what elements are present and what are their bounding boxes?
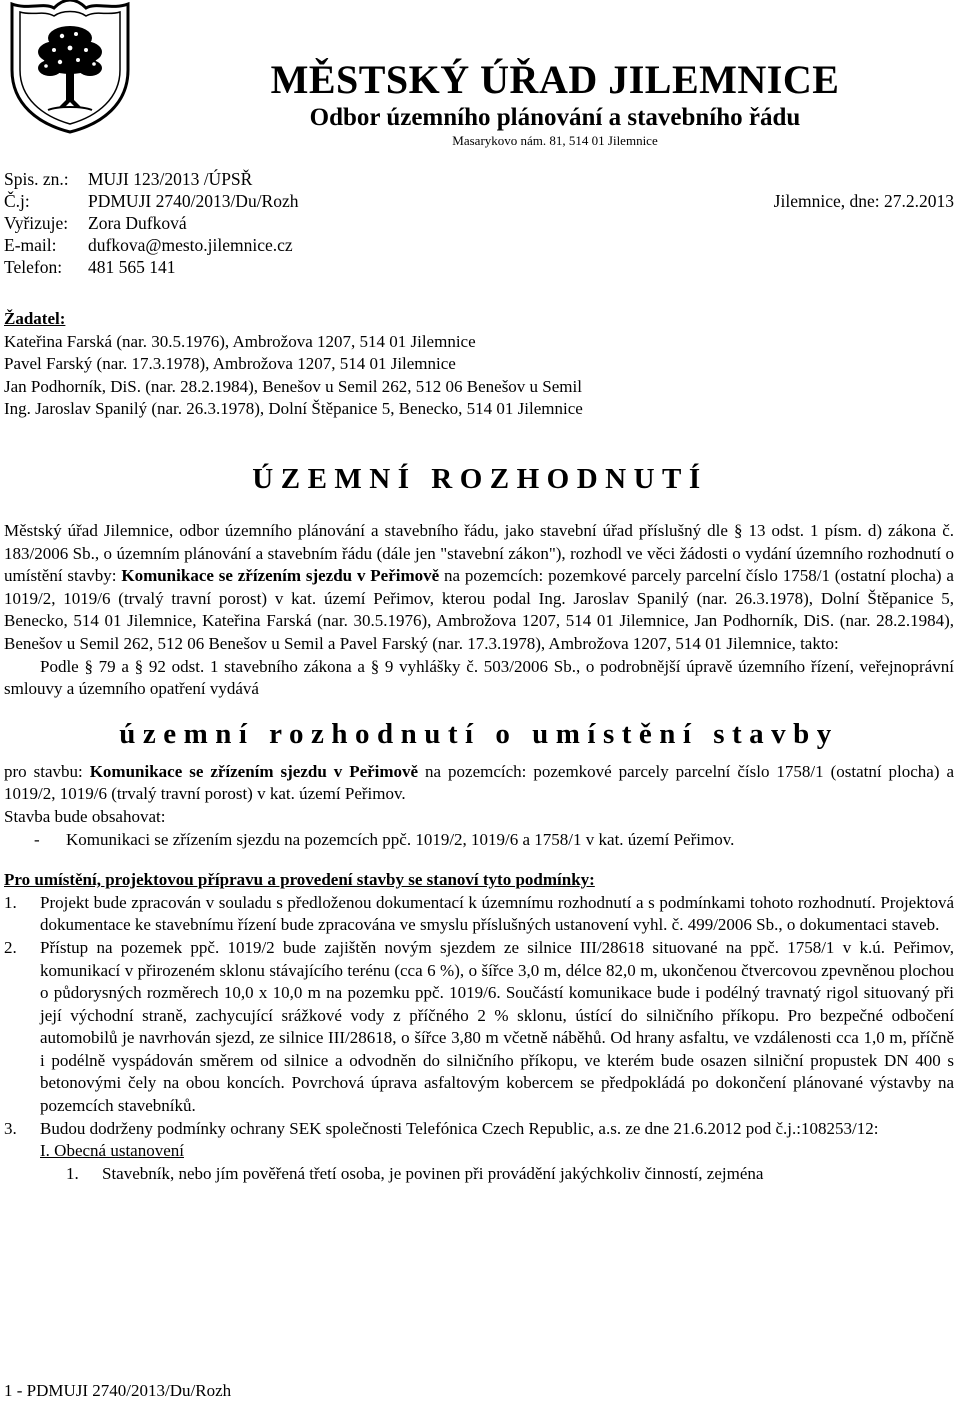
handled-by-value: Zora Dufková	[88, 213, 187, 233]
office-department: Odbor územního plánování a stavebního řádu	[309, 104, 801, 131]
reference-number-label: Č.j:	[4, 191, 30, 211]
email-label: E-mail:	[4, 235, 57, 255]
reference-block	[4, 168, 956, 278]
general-provision-number: 1.	[66, 1163, 79, 1183]
handled-by-label: Vyřizuje:	[4, 213, 69, 233]
applicant-item: Kateřina Farská (nar. 30.5.1976), Ambrožova 1207, 514 01 Jilemnice	[4, 331, 476, 351]
reference-number-value: PDMUJI 2740/2013/Du/Rozh	[88, 191, 299, 211]
coat-of-arms-emblem	[8, 0, 132, 134]
email-value: dufkova@mesto.jilemnice.cz	[88, 235, 293, 255]
construction-text-end: na pozemcích: pozemkové parcely parcelní číslo 1758/1 (ostatní plocha) a 1019/2, 1019/6 (trvalý travní porost) v kat. území Peřimov.	[4, 761, 954, 804]
contents-label: Stavba bude obsahovat:	[4, 806, 166, 826]
applicant-item: Pavel Farský (nar. 17.3.1978), Ambrožova 1207, 514 01 Jilemnice	[4, 354, 456, 374]
condition-text: Přístup na pozemek ppč. 1019/2 bude zajištěn novým sjezdem ze silnice III/28618 situované na ppč. 1758/1 v k.ú. Peřimov, komunikací v přirozeném sklonu stávajícího terénu (cca 6 %), o šířce 3,0 m, délce 82,0 m, ukončenou čtvercovou zpevněnou plochou o půdorysných rozměrech 10,0 x 10,0 m na pozemku ppč. 1019/6. Součástí komunikace bude i podélný travnatý rigol situovaný při její východní straně, zachycující srážkové vody z příčného 2 % sklonu, ústící do silničního příkopu. Pro bezpečné odbočení automobilů je navrhován sjezd, ze silnice III/28618, o šířce 3,80 m včetně náběhů. Od hrany asfaltu, ve vzdálenosti cca 1,0 m, příčně i podélně vyspádován směrem od silnice a odvodněn do silničního příkopu, ve kterém bude osazen silniční propustek DN 400 s betonovými čely na obou koncích. Povrchová úprava asfaltovým kobercem se předpokládá po dokončení plánované výstavby na pozemcích stavebníků.	[40, 937, 954, 1116]
decision-subtitle: územní rozhodnutí o umístění stavby	[119, 717, 839, 750]
decision-title: ÚZEMNÍ ROZHODNUTÍ	[252, 463, 708, 495]
contents-dash: -	[34, 829, 40, 849]
applicant-item: Jan Podhorník, DiS. (nar. 28.2.1984), Benešov u Semil 262, 512 06 Benešov u Semil	[4, 376, 582, 396]
construction-project-name: Komunikace se zřízením sjezdu v Peřimově	[89, 761, 419, 781]
phone-value: 481 565 141	[88, 257, 176, 277]
legal-basis-paragraph: Podle § 79 a § 92 odst. 1 stavebního zákona a § 9 vyhlášky č. 503/2006 Sb., o podrobnější úpravě územního řízení, veřejnoprávní smlouvy a územního opatření vydává	[4, 656, 954, 699]
phone-label: Telefon:	[4, 257, 63, 277]
general-provisions-heading: I. Obecná ustanovení	[40, 1141, 184, 1161]
construction-text-start: pro stavbu:	[4, 761, 90, 781]
condition-text: Projekt bude zpracován v souladu s předloženou dokumentací k územnímu rozhodnutí a s podmínkami tohoto rozhodnutí. Projektová dokumentace ke stavebnímu řízení bude zpracována ve smyslu příslušných ustanovení vyhl. č. 499/2006 Sb., o dokumentaci staveb.	[40, 892, 954, 935]
condition-item	[4, 1118, 954, 1141]
intro-text-end: na pozemcích: pozemkové parcely parcelní číslo 1758/1 (ostatní plocha) a 1019/2, 1019/6 (trvalý travní porost) v kat. území Peřimov, kterou podal Ing. Jaroslav Spanilý (nar. 26.3.1978), Dolní Štěpanice 5, Benecko, 514 01 Jilemnice, Kateřina Farská (nar. 30.5.1976), Ambrožova 1207, 514 01 Jilemnice, Jan Podhorník, DiS. (nar. 28.2.1984), Benešov u Semil 262, 512 06 Benešov u Semil a Pavel Farský (nar. 17.3.1978), Ambrožova 1207, 514 01 Jilemnice, takto:	[4, 566, 954, 653]
intro-paragraph	[4, 520, 954, 656]
condition-text: Budou dodrženy podmínky ochrany SEK společnosti Telefónica Czech Republic, a.s. ze dne 21.6.2012 pod č.j.:108253/12:	[40, 1118, 879, 1138]
file-number-label: Spis. zn.:	[4, 169, 69, 189]
intro-text-start: Městský úřad Jilemnice, odbor územního plánování a stavebního řádu, jako stavební úřad příslušný dle § 13 odst. 1 písm. d) zákona č. 183/2006 Sb., o územním plánování a stavebním řádu (dále jen "stavební zákon"), rozhodl ve věci žádosti o vydání územního rozhodnutí o umístění stavby:	[4, 521, 954, 586]
document-date: Jilemnice, dne: 27.2.2013	[773, 191, 954, 211]
office-address: Masarykovo nám. 81, 514 01 Jilemnice	[452, 133, 658, 148]
construction-paragraph	[4, 761, 954, 806]
phone-row	[4, 256, 956, 278]
contents-item-text: Komunikaci se zřízením sjezdu na pozemcích ppč. 1019/2, 1019/6 a 1758/1 v kat. území Peřimov.	[66, 829, 735, 849]
file-number-value: MUJI 123/2013 /ÚPSŘ	[88, 169, 253, 189]
general-provision-text: Stavebník, nebo jím pověřená třetí osoba, je povinen při provádění jakýchkoliv činností, zejména	[102, 1163, 764, 1183]
handled-by-row	[4, 212, 956, 234]
decision-body	[4, 520, 954, 1185]
applicant-item: Ing. Jaroslav Spanilý (nar. 26.3.1978), Dolní Štěpanice 5, Benecko, 514 01 Jilemnice	[4, 399, 583, 419]
condition-item	[4, 892, 954, 937]
applicants-block	[4, 308, 956, 421]
condition-number: 1.	[4, 892, 17, 912]
page-footer: 1 - PDMUJI 2740/2013/Du/Rozh	[4, 1381, 232, 1400]
condition-number: 2.	[4, 937, 17, 957]
condition-item	[4, 937, 954, 1118]
project-name: Komunikace se zřízením sjezdu v Peřimově	[121, 566, 440, 586]
general-provision-item	[4, 1163, 954, 1186]
contents-item	[4, 829, 954, 852]
condition-number: 3.	[4, 1118, 17, 1138]
applicants-heading: Žadatel:	[4, 309, 66, 328]
office-name: MĚSTSKÝ ÚŘAD JILEMNICE	[270, 57, 840, 102]
file-number-row	[4, 168, 956, 190]
conditions-heading: Pro umístění, projektovou přípravu a provedení stavby se stanoví tyto podmínky:	[4, 870, 595, 890]
email-row	[4, 234, 956, 256]
